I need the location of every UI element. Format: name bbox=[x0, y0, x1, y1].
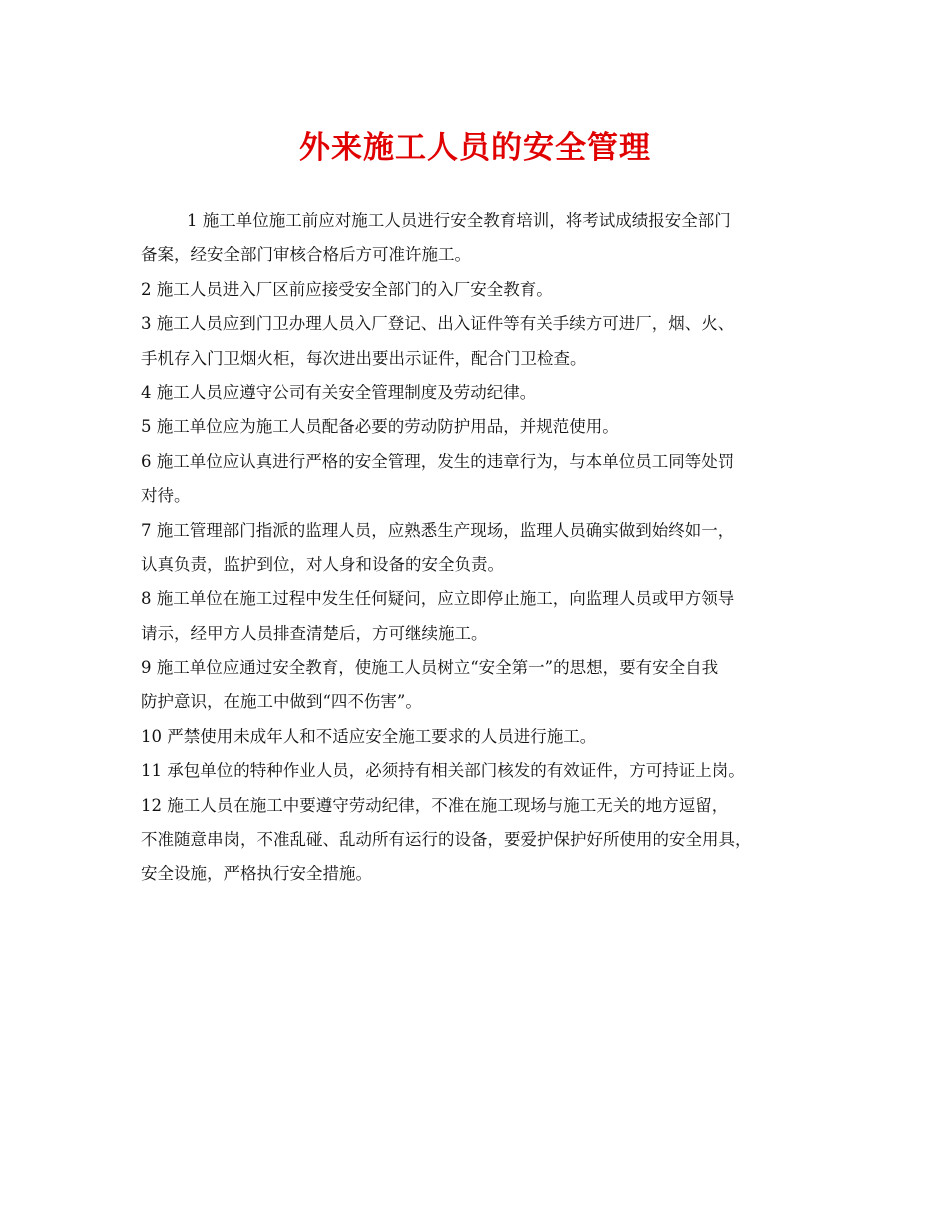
body-line: 3 施工人员应到门卫办理人员入厂登记、出入证件等有关手续方可进厂，烟、火、 bbox=[141, 314, 735, 334]
document-body bbox=[141, 204, 831, 892]
body-line: 11 承包单位的特种作业人员，必须持有相关部门核发的有效证件，方可持证上岗。 bbox=[141, 761, 745, 781]
body-line: 请示，经甲方人员排查清楚后，方可继续施工。 bbox=[141, 623, 488, 643]
body-line: 10 严禁使用未成年人和不适应安全施工要求的人员进行施工。 bbox=[141, 726, 597, 746]
body-line: 7 施工管理部门指派的监理人员，应熟悉生产现场，监理人员确实做到始终如一， bbox=[141, 520, 735, 540]
body-line: 备案，经安全部门审核合格后方可准许施工。 bbox=[141, 245, 471, 265]
body-line: 安全设施，严格执行安全措施。 bbox=[141, 864, 372, 884]
body-line: 不准随意串岗，不准乱碰、乱动所有运行的设备，要爱护保护好所使用的安全用具， bbox=[141, 830, 752, 850]
body-line: 9 施工单位应通过安全教育，使施工人员树立“安全第一”的思想，要有安全自我 bbox=[141, 658, 719, 678]
body-line: 对待。 bbox=[141, 486, 191, 506]
body-line: 4 施工人员应遵守公司有关安全管理制度及劳动纪律。 bbox=[141, 382, 537, 402]
body-line: 12 施工人员在施工中要遵守劳动纪律，不准在施工现场与施工无关的地方逗留， bbox=[141, 795, 729, 815]
body-line: 1 施工单位施工前应对施工人员进行安全教育培训，将考试成绩报安全部门 bbox=[187, 211, 731, 230]
body-line: 6 施工单位应认真进行严格的安全管理，发生的违章行为，与本单位员工同等处罚 bbox=[141, 451, 735, 471]
body-line: 认真负责，监护到位，对人身和设备的安全负责。 bbox=[141, 554, 504, 574]
body-line: 2 施工人员进入厂区前应接受安全部门的入厂安全教育。 bbox=[141, 279, 553, 299]
body-line: 8 施工单位在施工过程中发生任何疑问，应立即停止施工，向监理人员或甲方领导 bbox=[141, 589, 735, 609]
body-line: 5 施工单位应为施工人员配备必要的劳动防护用品，并规范使用。 bbox=[141, 417, 619, 437]
body-line: 手机存入门卫烟火柜，每次进出要出示证件，配合门卫检查。 bbox=[141, 348, 587, 368]
body-line: 防护意识，在施工中做到“四不伤害”。 bbox=[141, 692, 422, 712]
document-title: 外来施工人员的安全管理 bbox=[299, 130, 651, 166]
